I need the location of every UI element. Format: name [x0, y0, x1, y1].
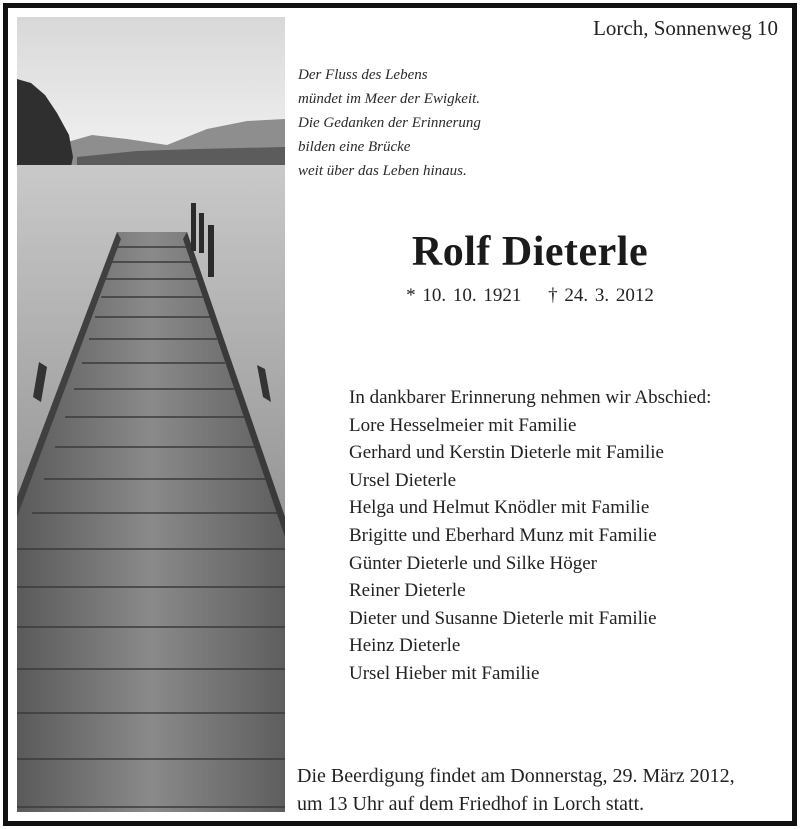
poem-line: Die Gedanken der Erinnerung	[298, 115, 481, 131]
poem-line: Der Fluss des Lebens	[298, 67, 428, 83]
deceased-name: Rolf Dieterle	[411, 229, 649, 275]
funeral-line: Die Beerdigung findet am Donnerstag, 29. März 2012,	[297, 765, 735, 787]
mourners-intro: In dankbarer Erinnerung nehmen wir Abschied:	[349, 387, 712, 408]
funeral-notice	[297, 762, 735, 818]
mourner: Ursel Dieterle	[349, 469, 457, 491]
mourners-list	[349, 384, 711, 688]
mourner: Günter Dieterle und Silke Höger	[349, 552, 597, 574]
death-date: † 24. 3. 2012	[548, 285, 654, 306]
birth-date: * 10. 10. 1921	[406, 285, 522, 306]
funeral-line: um 13 Uhr auf dem Friedhof in Lorch statt.	[297, 793, 645, 815]
mourner: Helga und Helmut Knödler mit Familie	[349, 497, 650, 519]
poem	[298, 63, 481, 183]
poem-line: mündet im Meer der Ewigkeit.	[298, 91, 481, 107]
mourner: Lore Hesselmeier mit Familie	[349, 414, 577, 436]
mourner: Brigitte und Eberhard Munz mit Familie	[349, 524, 657, 546]
mourner: Ursel Hieber mit Familie	[349, 662, 540, 684]
mourner: Dieter und Susanne Dieterle mit Familie	[349, 607, 657, 629]
poem-line: weit über das Leben hinaus.	[298, 163, 467, 179]
life-dates	[290, 285, 770, 307]
mourner: Heinz Dieterle	[349, 635, 461, 657]
address: Lorch, Sonnenweg 10	[593, 16, 778, 40]
lake-pier-photo	[17, 17, 285, 812]
mourner: Reiner Dieterle	[349, 580, 466, 602]
mourner: Gerhard und Kerstin Dieterle mit Familie	[349, 442, 664, 464]
poem-line: bilden eine Brücke	[298, 139, 411, 155]
